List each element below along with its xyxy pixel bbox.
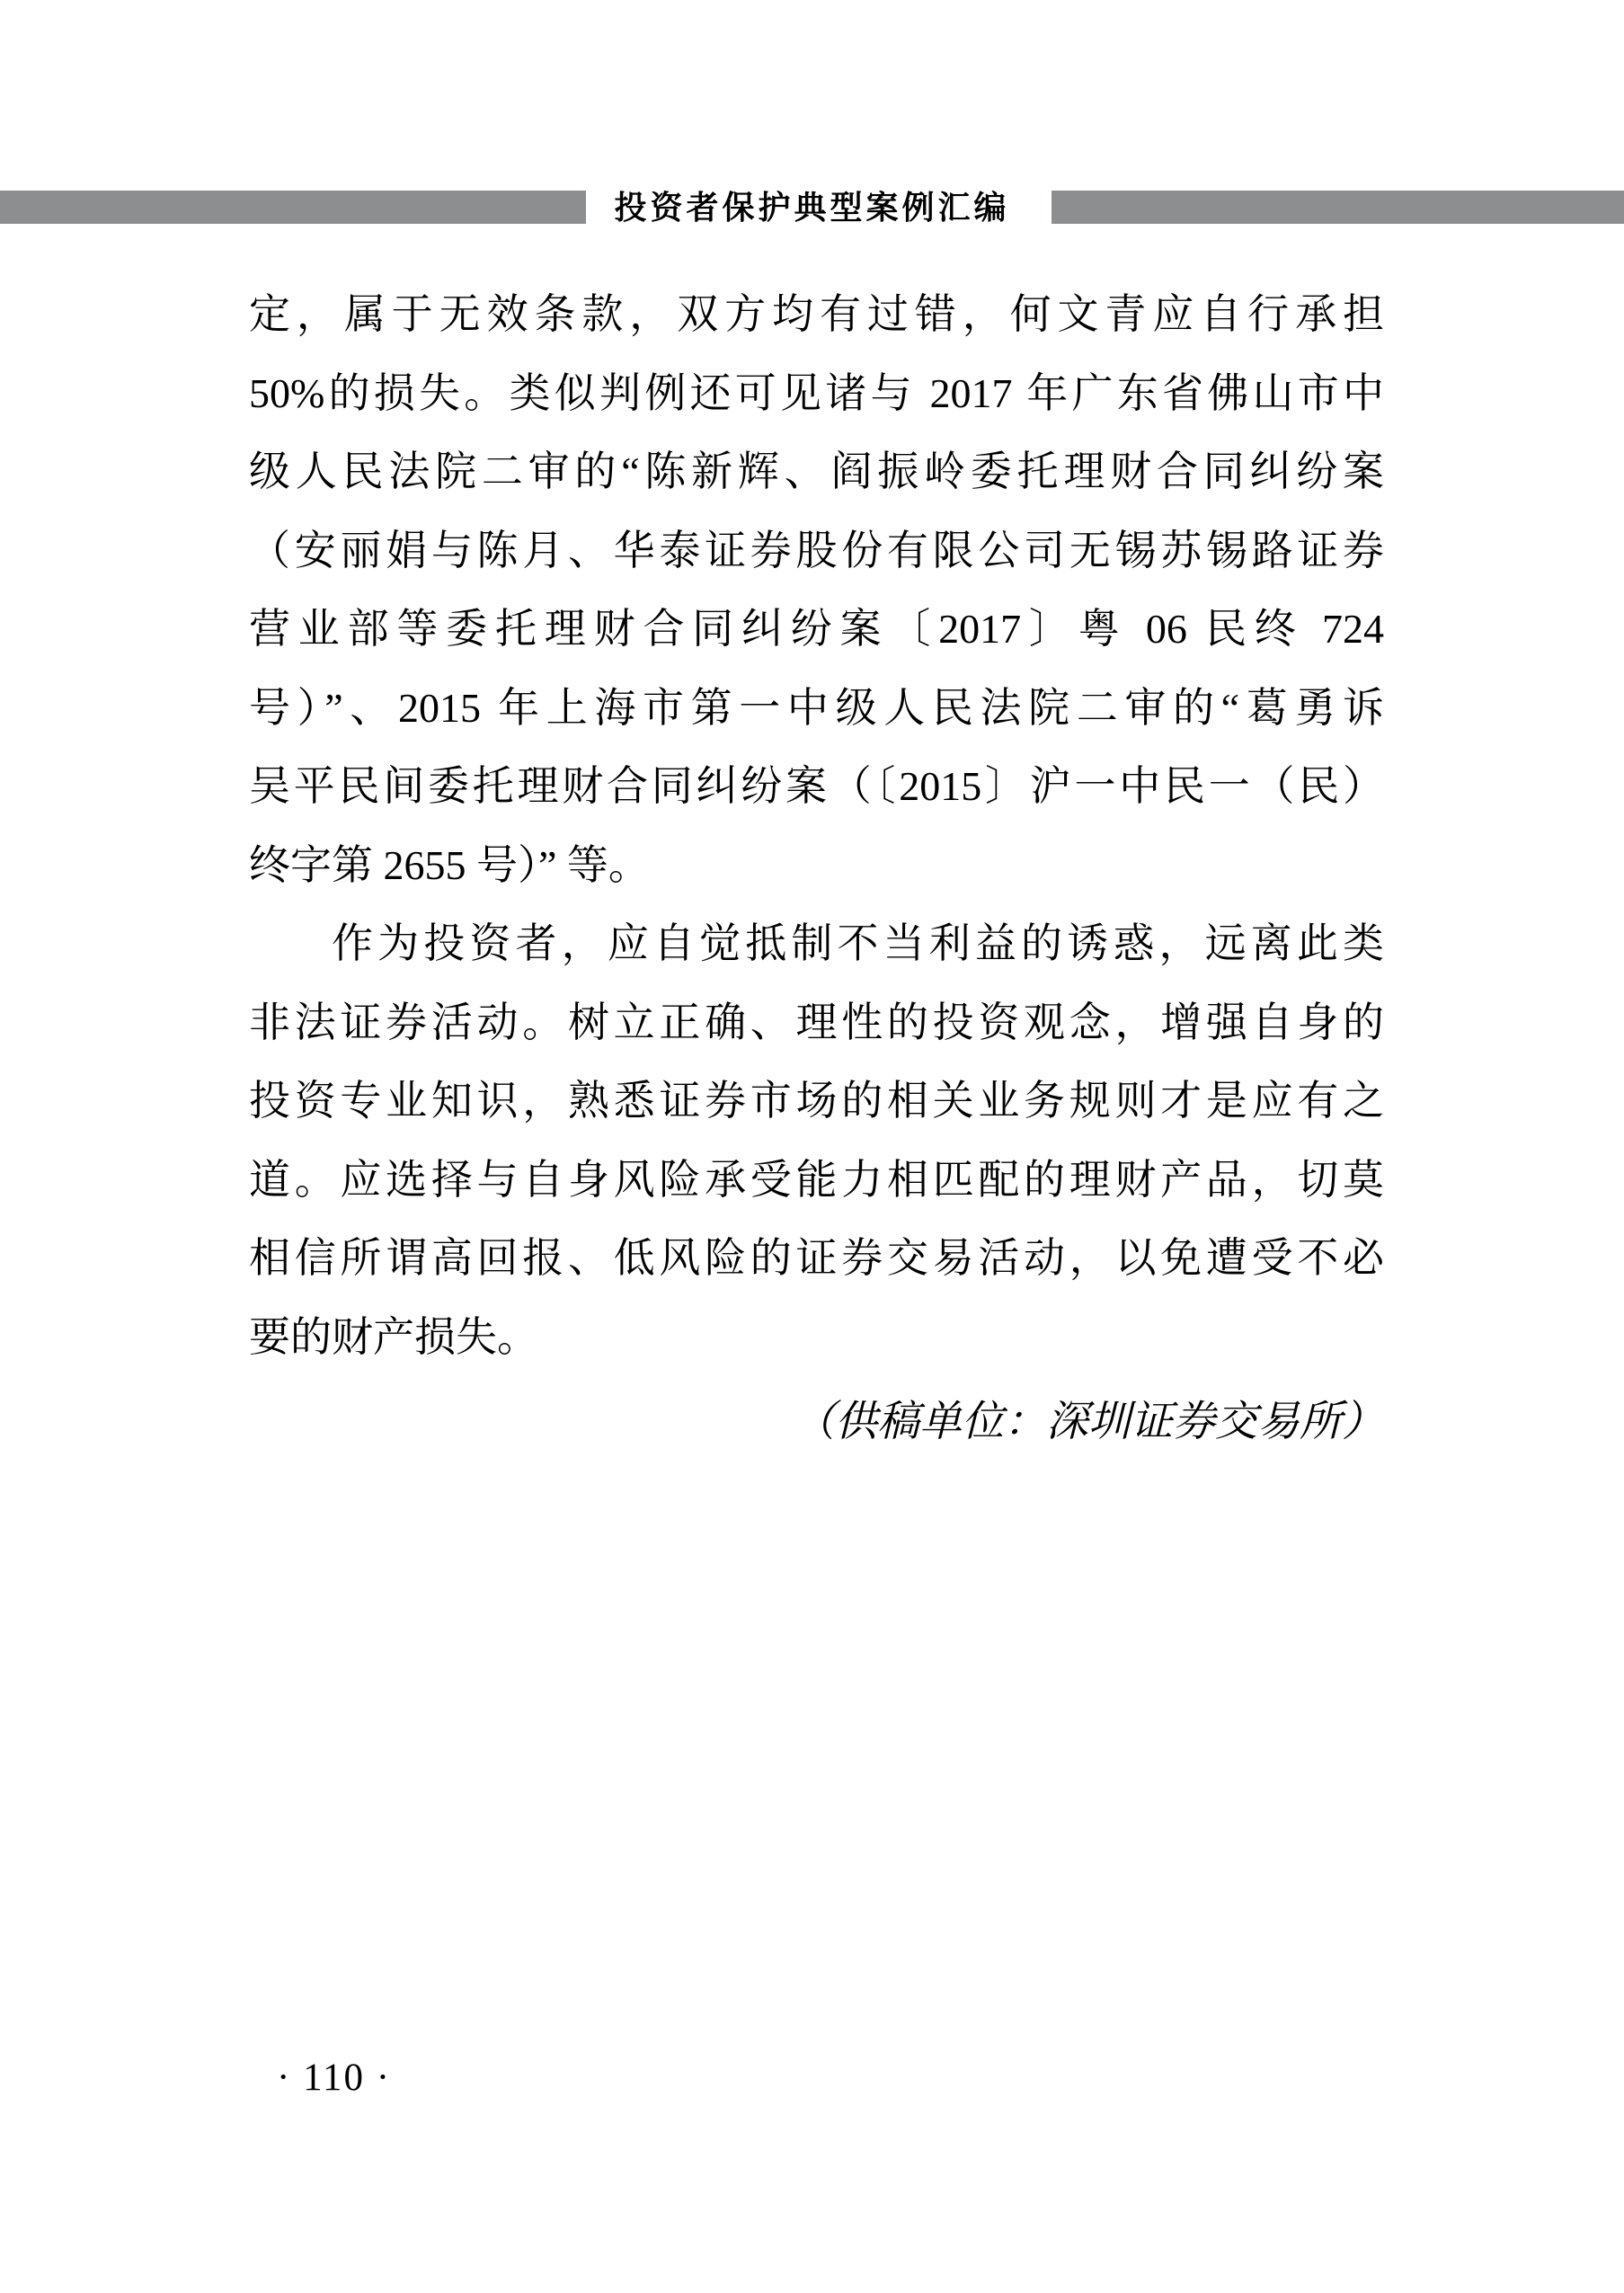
contributor-attribution: （供稿单位：深圳证券交易所）	[793, 1399, 1384, 1445]
body-text-line: 号）”、2015 年上海市第一中级人民法院二审的“葛勇诉	[249, 684, 1384, 731]
body-text-line: 投资专业知识，熟悉证券市场的相关业务规则才是应有之	[249, 1078, 1384, 1124]
body-text-line: 定，属于无效条款，双方均有过错，何文青应自行承担	[249, 291, 1384, 337]
body-text-line: 终字第 2655 号）” 等。	[249, 841, 650, 888]
running-header	[0, 191, 1624, 224]
body-text-line: 道。应选择与自身风险承受能力相匹配的理财产品，切莫	[249, 1156, 1384, 1203]
body-text	[249, 275, 1384, 1376]
body-text-line: （安丽娟与陈月、华泰证券股份有限公司无锡苏锡路证券	[249, 527, 1384, 573]
body-text-line: 非法证券活动。树立正确、理性的投资观念，增强自身的	[249, 999, 1384, 1045]
body-text-line: 50%的损失。类似判例还可见诸与 2017 年广东省佛山市中	[249, 369, 1384, 416]
body-text-line: 吴平民间委托理财合同纠纷案（〔2015〕沪一中民一（民）	[249, 763, 1384, 809]
body-text-line: 相信所谓高回报、低风险的证券交易活动，以免遭受不必	[249, 1235, 1384, 1281]
page-number: · 110 ·	[277, 2057, 392, 2099]
body-text-line: 级人民法院二审的“陈新辉、阎振岭委托理财合同纠纷案	[249, 449, 1384, 494]
body-text-line: 作为投资者，应自觉抵制不当利益的诱惑，远离此类	[332, 920, 1384, 966]
body-text-line: 营业部等委托理财合同纠纷案〔2017〕粤 06 民终 724	[249, 606, 1384, 652]
running-header-title: 投资者保护典型案例汇编	[614, 189, 1010, 226]
body-text-line: 要的财产损失。	[249, 1313, 538, 1360]
